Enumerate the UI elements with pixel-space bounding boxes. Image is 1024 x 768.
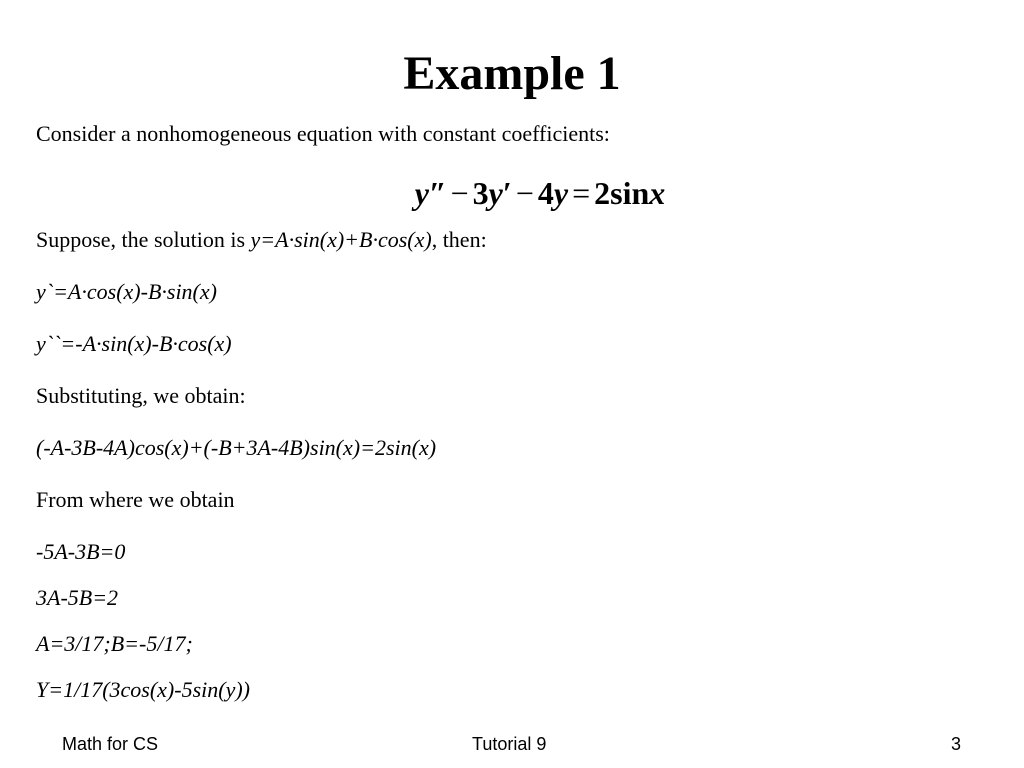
eq-minus-1: − [450,175,469,211]
eq-coef-4: 4 [537,175,554,211]
slide-title: Example 1 [403,47,621,100]
footer-tutorial: Tutorial 9 [472,734,547,754]
from-where-text: From where we obtain [36,487,235,512]
footer-course: Math for CS [62,734,159,754]
suppose-prefix: Suppose, the solution is [36,227,251,252]
substituting-text: Substituting, we obtain: [36,383,246,408]
eq-rhs: 2sin [594,175,650,211]
second-derivative: y``=-A·sin(x)-B·cos(x) [36,331,232,356]
eq-minus-2: − [515,175,534,211]
eq-x: x [649,175,666,211]
eq-y3: y [553,175,569,211]
final-solution: Y=1/17(3cos(x)-5sin(y)) [36,677,251,702]
eq-prime: ′ [502,175,512,211]
eq-equals: = [572,175,591,211]
system-equation-2: 3A-5B=2 [36,585,119,610]
suppose-suffix: , then: [431,227,487,252]
system-equation-1: -5A-3B=0 [36,539,126,564]
intro-text: Consider a nonhomogeneous equation with constant coefficients: [36,121,610,146]
main-equation [0,172,1024,214]
substituted-equation: (-A-3B-4A)cos(x)+(-B+3A-4B)sin(x)=2sin(x) [36,435,437,460]
eq-coef-3: 3 [472,175,489,211]
eq-y2: y [488,175,503,211]
suppose-line [36,226,487,254]
eq-y1: y [414,175,429,211]
footer-page-number: 3 [951,734,962,754]
eq-double-prime: ″ [428,175,447,211]
first-derivative: y`=A·cos(x)-B·sin(x) [36,279,217,304]
coefficient-solution: A=3/17;B=-5/17; [36,631,193,656]
suppose-formula: y=A·sin(x)+B·cos(x) [250,227,432,252]
